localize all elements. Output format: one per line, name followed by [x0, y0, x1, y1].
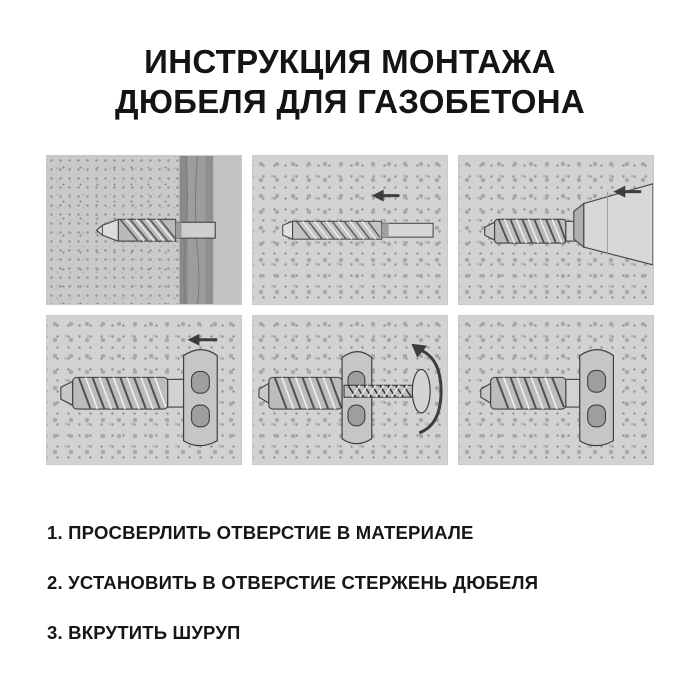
panel-1-drilling-hole [46, 155, 242, 305]
step-3: 3. ВКРУТИТЬ ШУРУП [47, 622, 241, 643]
page-title-line-2: ДЮБЕЛЯ ДЛЯ ГАЗОБЕТОНА [115, 83, 585, 120]
panel-2-illustration [253, 156, 447, 304]
steps-list [47, 522, 667, 672]
step-2: 2. УСТАНОВИТЬ В ОТВЕРСТИЕ СТЕРЖЕНЬ ДЮБЕЛЯ [47, 572, 539, 593]
panel-4-dowel-installed [46, 315, 242, 465]
step-1: 1. ПРОСВЕРЛИТЬ ОТВЕРСТИЕ В МАТЕРИАЛЕ [47, 522, 474, 543]
illustration-grid [46, 155, 654, 465]
panel-6-finished-assembly [458, 315, 654, 465]
mounting-bracket [580, 350, 614, 446]
panel-5-illustration [253, 316, 447, 464]
panel-1-illustration [47, 156, 241, 304]
panel-3-inserting-dowel [458, 155, 654, 305]
panel-3-illustration [459, 156, 653, 304]
direction-arrow-left [372, 190, 400, 202]
mounting-bracket [184, 350, 218, 446]
page-title-line-1: ИНСТРУКЦИЯ МОНТАЖА [144, 43, 556, 80]
panel-4-illustration [47, 316, 241, 464]
panel-6-illustration [459, 316, 653, 464]
panel-5-driving-screw [252, 315, 448, 465]
page-title [0, 42, 700, 122]
direction-arrow-left [188, 334, 218, 346]
panel-2-bit-entering-block [252, 155, 448, 305]
